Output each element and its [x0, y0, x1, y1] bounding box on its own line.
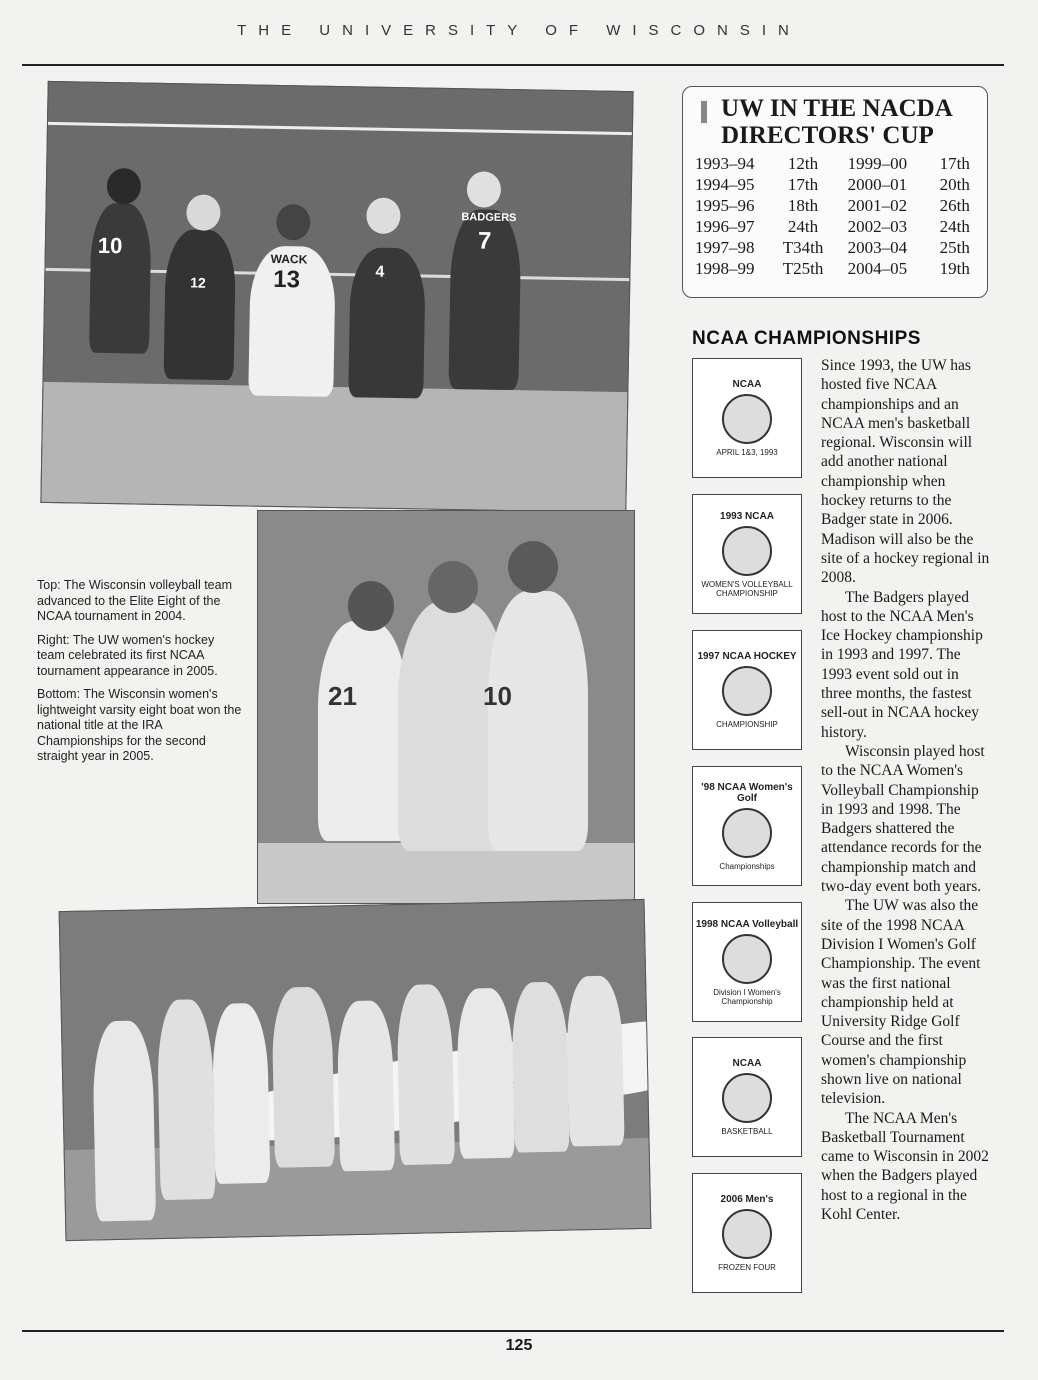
- logo-emblem: [722, 666, 772, 716]
- cup-row: [695, 216, 987, 237]
- golf-1998-logo: [692, 766, 802, 886]
- logo-content: [693, 782, 801, 871]
- logo-text: 1998 NCAA Volleyball: [695, 918, 799, 930]
- cup-year: 1996–97: [695, 216, 755, 236]
- cup-year: 1999–00: [847, 153, 908, 173]
- ncaa-hockey-1993-logo: [692, 358, 802, 478]
- footer-rule: [22, 1330, 1004, 1332]
- logo-emblem: [722, 934, 772, 984]
- ncaa-heading: NCAA CHAMPIONSHIPS: [692, 328, 921, 349]
- cup-year: 1993–94: [695, 153, 755, 173]
- title-bar-icon: [701, 101, 707, 123]
- logo-content: [697, 651, 796, 729]
- cup-rank: 25th: [939, 237, 970, 257]
- logo-content: [718, 1194, 776, 1272]
- jersey-label: 4: [375, 263, 385, 281]
- page-number: 125: [505, 1337, 533, 1354]
- cup-year: 1995–96: [695, 195, 755, 215]
- cup-rank: 12th: [787, 153, 819, 173]
- cup-year: 2004–05: [847, 258, 908, 278]
- logo-emblem: [722, 394, 772, 444]
- logo-subtext: APRIL 1&3, 1993: [716, 448, 778, 457]
- cup-rank: 20th: [939, 174, 970, 194]
- body-paragraph: The UW was also the site of the 1998 NCAA Division I Women's Golf Championship. The event was the first national championship held at University Ridge Golf Course and the first women's championship shown live on national television.: [821, 897, 981, 1108]
- hockey-photo: [257, 510, 635, 904]
- cup-year: 2001–02: [847, 195, 908, 215]
- logo-subtext: BASKETBALL: [721, 1127, 773, 1136]
- photo-captions: [37, 578, 242, 773]
- body-paragraph: The NCAA Men's Basketball Tournament came to Wisconsin in 2002 when the Badgers played host to a regional in the Kohl Center.: [821, 1109, 989, 1224]
- cup-row: [695, 153, 987, 174]
- logo-text: 1997 NCAA HOCKEY: [697, 651, 797, 662]
- cup-gap: [836, 216, 847, 237]
- jersey-label: WACK: [270, 251, 308, 267]
- logo-emblem: [722, 1073, 772, 1123]
- cup-year: 2003–04: [847, 237, 908, 257]
- directors-cup-table: [695, 153, 987, 279]
- logo-subtext: Championships: [719, 861, 775, 871]
- directors-cup-title: UW IN THE NACDA DIRECTORS' CUP: [721, 95, 952, 149]
- cup-gap: [836, 237, 847, 258]
- jersey-label: BADGERS: [461, 211, 517, 225]
- cup-year: 1994–95: [695, 174, 755, 194]
- logo-text: NCAA: [732, 1058, 762, 1069]
- cup-row: [695, 195, 987, 216]
- cup-row: [695, 237, 987, 258]
- directors-cup-box: [682, 86, 988, 298]
- logo-content: [693, 511, 801, 598]
- jersey-label: 7: [477, 227, 492, 255]
- caption-bottom: Bottom: The Wisconsin women's lightweight varsity eight boat won the national title at the IRA Championships for the second straight year in 2005.: [37, 687, 242, 763]
- cup-rank: 17th: [939, 153, 970, 173]
- logo-emblem: [722, 808, 772, 858]
- cup-year: 1997–98: [695, 237, 755, 257]
- logo-emblem: [722, 1209, 772, 1259]
- cup-gap: [836, 258, 847, 279]
- rowing-photo: [59, 899, 652, 1241]
- cup-rank: 24th: [787, 216, 819, 236]
- jersey-label: 21: [328, 681, 357, 711]
- cup-gap: [836, 153, 847, 174]
- cup-row: [695, 258, 987, 279]
- logo-text: NCAA: [732, 379, 762, 390]
- logo-content: [693, 919, 801, 1006]
- cup-rank: 24th: [939, 216, 970, 236]
- cup-year: 1998–99: [695, 258, 755, 278]
- jersey-label: 13: [273, 265, 301, 294]
- frozen-four-2006-logo: [692, 1173, 802, 1293]
- body-paragraph: Since 1993, the UW has hosted five NCAA championships and an NCAA men's basketball regional. Wisconsin will add another national championship when hockey returns to the Badger state in 2006. Madison will also be the site of a hockey regional in 2008.: [821, 357, 990, 587]
- cup-rank: 17th: [787, 174, 819, 194]
- cup-rank: 18th: [787, 195, 819, 215]
- cup-gap: [836, 195, 847, 216]
- body-paragraph: The Badgers played host to the NCAA Men's Ice Hockey championship in 1993 and 1997. The 1993 event sold out in three months, the fastest sell-out in NCAA hockey history.: [821, 588, 983, 741]
- jersey-label: 12: [190, 274, 206, 291]
- volleyball-1993-logo: [692, 494, 802, 614]
- caption-top: Top: The Wisconsin volleyball team advanced to the Elite Eight of the NCAA tournament in 2004.: [37, 578, 232, 623]
- logo-content: [716, 379, 778, 457]
- cup-rank: T25th: [782, 258, 824, 278]
- logo-text: '98 NCAA Women's Golf: [701, 781, 793, 804]
- running-header: THE UNIVERSITY OF WISCONSIN: [237, 22, 801, 39]
- logo-text: 1993 NCAA: [720, 510, 774, 522]
- caption-right: Right: The UW women's hockey team celebrated its first NCAA tournament appearance in 2005.: [37, 632, 218, 678]
- body-paragraph: Wisconsin played host to the NCAA Women's Volleyball Championship in 1993 and 1998. The Badgers shattered the attendance records for the championship match and two-day event both years.: [821, 742, 985, 896]
- cup-year: 2000–01: [847, 174, 908, 194]
- logo-subtext: Division I Women's Championship: [713, 987, 781, 1006]
- header-rule: [22, 64, 1004, 66]
- logo-text: 2006 Men's: [720, 1194, 774, 1205]
- logo-subtext: WOMEN'S VOLLEYBALL CHAMPIONSHIP: [701, 579, 793, 598]
- logo-emblem: [722, 526, 772, 576]
- cup-year: 2002–03: [847, 216, 908, 236]
- cup-rank: 19th: [939, 258, 970, 278]
- cup-rank: 26th: [939, 195, 970, 215]
- jersey-label: 10: [483, 681, 512, 711]
- volleyball-1998-logo: [692, 902, 802, 1022]
- cup-row: [695, 174, 987, 195]
- volleyball-photo: [40, 81, 633, 513]
- basketball-2002-logo: [692, 1037, 802, 1157]
- jersey-label: 10: [97, 232, 123, 259]
- logo-subtext: CHAMPIONSHIP: [716, 720, 778, 729]
- hockey-1997-logo: [692, 630, 802, 750]
- logo-subtext: FROZEN FOUR: [718, 1263, 776, 1272]
- cup-gap: [836, 174, 847, 195]
- ncaa-body-text: [821, 356, 993, 1224]
- cup-rank: T34th: [782, 237, 824, 257]
- logo-content: [721, 1058, 772, 1136]
